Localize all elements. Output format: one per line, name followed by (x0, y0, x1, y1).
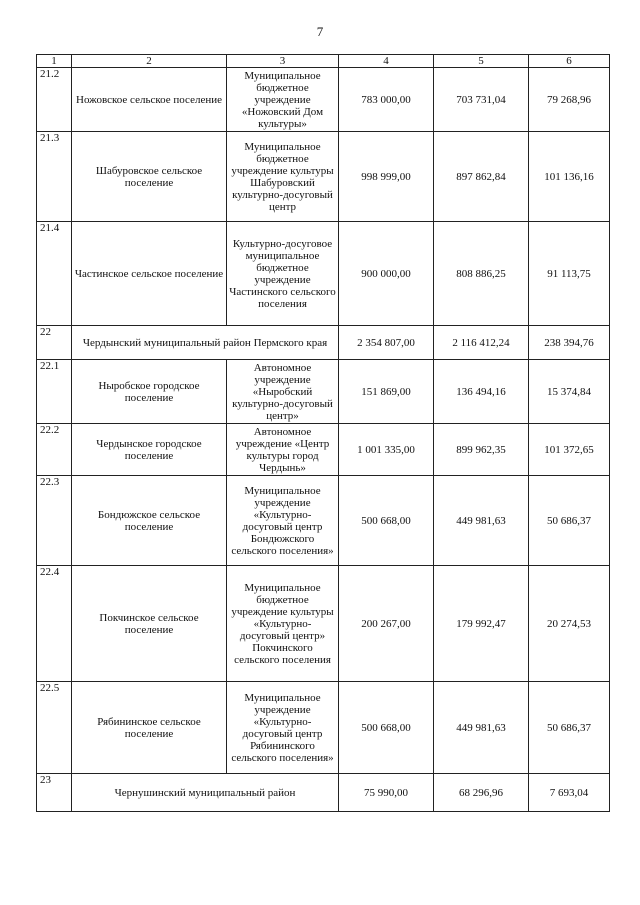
table-row (37, 360, 610, 424)
row-number: 23 (37, 774, 72, 812)
amount-col4: 151 869,00 (339, 360, 434, 424)
page-number: 7 (316, 24, 324, 39)
column-header: 6 (529, 55, 610, 68)
amount-col5: 897 862,84 (434, 132, 529, 222)
row-number: 22 (37, 326, 72, 360)
amount-col6: 7 693,04 (529, 774, 610, 812)
amount-col5: 179 992,47 (434, 566, 529, 682)
row-number: 21.2 (37, 68, 72, 132)
settlement-name: Ныробское городское поселение (72, 360, 227, 424)
table-row (37, 68, 610, 132)
row-number: 21.3 (37, 132, 72, 222)
row-number: 22.5 (37, 682, 72, 774)
table-row-district (37, 774, 610, 812)
amount-col4: 500 668,00 (339, 682, 434, 774)
amount-col5: 449 981,63 (434, 476, 529, 566)
settlement-name: Рябининское сельское поселение (72, 682, 227, 774)
institution-name: Муниципальное бюджетное учреждение культуры Шабуровский культурно-досуговый центр (227, 132, 339, 222)
settlement-name: Бондюжское сельское поселение (72, 476, 227, 566)
column-header: 2 (72, 55, 227, 68)
institution-name: Автономное учреждение «Ныробский культурно-досуговый центр» (227, 360, 339, 424)
column-header: 3 (227, 55, 339, 68)
row-number: 22.3 (37, 476, 72, 566)
column-header: 1 (37, 55, 72, 68)
settlement-name: Частинское сельское поселение (72, 222, 227, 326)
amount-col6: 101 136,16 (529, 132, 610, 222)
amount-col5: 2 116 412,24 (434, 326, 529, 360)
amount-col5: 899 962,35 (434, 424, 529, 476)
row-number: 22.4 (37, 566, 72, 682)
amount-col6: 79 268,96 (529, 68, 610, 132)
district-name: Чернушинский муниципальный район (72, 774, 339, 812)
district-name: Чердынский муниципальный район Пермского края (72, 326, 339, 360)
amount-col4: 900 000,00 (339, 222, 434, 326)
institution-name: Муниципальное бюджетное учреждение культуры «Культурно-досуговый центр» Покчинского сельского поселения (227, 566, 339, 682)
amount-col6: 238 394,76 (529, 326, 610, 360)
amount-col4: 783 000,00 (339, 68, 434, 132)
amount-col6: 91 113,75 (529, 222, 610, 326)
amount-col6: 15 374,84 (529, 360, 610, 424)
table-row (37, 476, 610, 566)
institution-name: Автономное учреждение «Центр культуры город Чердынь» (227, 424, 339, 476)
amount-col5: 136 494,16 (434, 360, 529, 424)
settlement-name: Ножовское сельское поселение (72, 68, 227, 132)
row-number: 22.2 (37, 424, 72, 476)
amount-col5: 808 886,25 (434, 222, 529, 326)
amount-col4: 500 668,00 (339, 476, 434, 566)
institution-name: Муниципальное бюджетное учреждение «Ножовский Дом культуры» (227, 68, 339, 132)
settlement-name: Шабуровское сельское поселение (72, 132, 227, 222)
table-row (37, 132, 610, 222)
table-row-district (37, 326, 610, 360)
table-header-row (37, 55, 610, 68)
amount-col5: 703 731,04 (434, 68, 529, 132)
budget-table (36, 54, 610, 812)
amount-col4: 1 001 335,00 (339, 424, 434, 476)
amount-col6: 101 372,65 (529, 424, 610, 476)
table-row (37, 424, 610, 476)
amount-col6: 50 686,37 (529, 476, 610, 566)
institution-name: Муниципальное учреждение «Культурно-досуговый центр Рябининского сельского поселения» (227, 682, 339, 774)
table-row (37, 566, 610, 682)
column-header: 4 (339, 55, 434, 68)
amount-col5: 68 296,96 (434, 774, 529, 812)
amount-col6: 20 274,53 (529, 566, 610, 682)
table-row (37, 682, 610, 774)
settlement-name: Чердынское городское поселение (72, 424, 227, 476)
amount-col6: 50 686,37 (529, 682, 610, 774)
table-row (37, 222, 610, 326)
settlement-name: Покчинское сельское поселение (72, 566, 227, 682)
row-number: 22.1 (37, 360, 72, 424)
amount-col4: 200 267,00 (339, 566, 434, 682)
amount-col4: 2 354 807,00 (339, 326, 434, 360)
row-number: 21.4 (37, 222, 72, 326)
institution-name: Муниципальное учреждение «Культурно-досуговый центр Бондюжского сельского поселения» (227, 476, 339, 566)
amount-col5: 449 981,63 (434, 682, 529, 774)
amount-col4: 75 990,00 (339, 774, 434, 812)
amount-col4: 998 999,00 (339, 132, 434, 222)
column-header: 5 (434, 55, 529, 68)
institution-name: Культурно-досуговое муниципальное бюджетное учреждение Частинского сельского поселения (227, 222, 339, 326)
